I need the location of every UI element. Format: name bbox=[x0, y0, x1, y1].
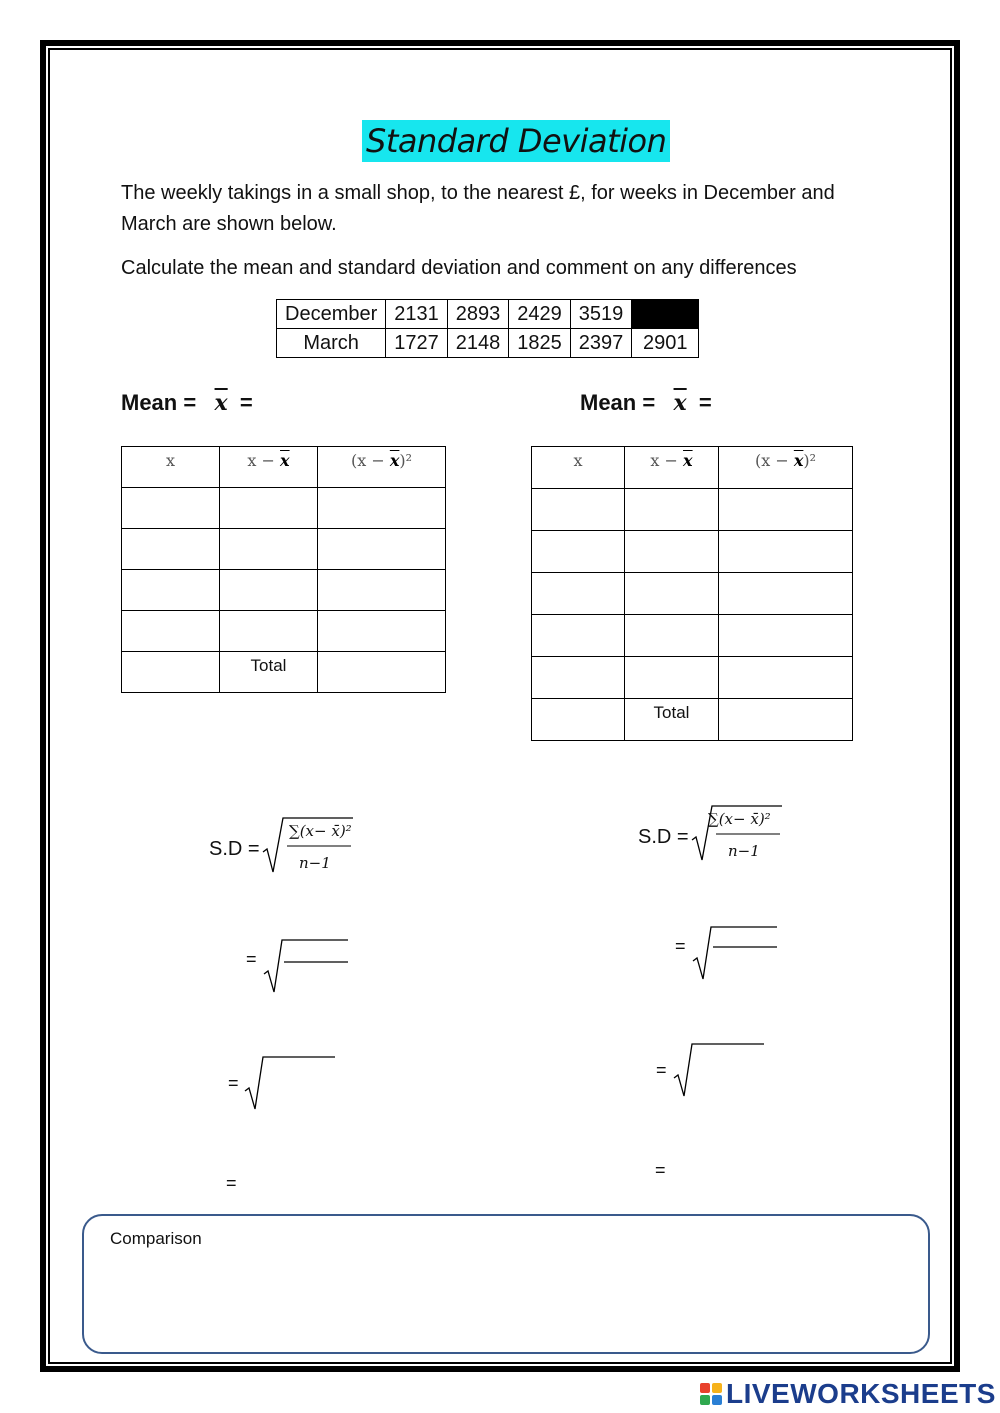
table-row bbox=[532, 615, 853, 657]
table-row bbox=[277, 300, 699, 329]
table-cell: 2429 bbox=[509, 300, 571, 329]
blacked-out-cell bbox=[632, 300, 699, 329]
logo-mark-icon bbox=[700, 1383, 722, 1405]
input-cell[interactable] bbox=[625, 657, 719, 699]
equals-sign: = bbox=[675, 936, 686, 956]
table-cell: 1727 bbox=[386, 329, 448, 358]
comparison-box[interactable] bbox=[82, 1214, 930, 1354]
total-label: Total bbox=[220, 652, 318, 693]
work-table-march bbox=[531, 446, 853, 741]
col-header-deviation: $x - \overline{x}$ bbox=[220, 447, 318, 488]
input-cell[interactable] bbox=[532, 699, 625, 741]
table-row bbox=[532, 699, 853, 741]
row-label-december: December bbox=[277, 300, 386, 329]
sd-label: S.D = bbox=[209, 838, 260, 860]
input-cell[interactable] bbox=[625, 489, 719, 531]
input-cell[interactable] bbox=[719, 531, 853, 573]
total-label: Total bbox=[625, 699, 719, 741]
input-cell[interactable] bbox=[122, 529, 220, 570]
input-cell[interactable] bbox=[532, 489, 625, 531]
sqrt-fraction-icon bbox=[262, 938, 350, 994]
table-row bbox=[532, 531, 853, 573]
sqrt-fraction-icon bbox=[691, 925, 779, 981]
input-cell[interactable] bbox=[719, 699, 853, 741]
liveworksheets-logo: LIVEWORKSHEETS bbox=[700, 1378, 996, 1410]
input-cell[interactable] bbox=[122, 488, 220, 529]
table-row bbox=[122, 529, 446, 570]
worksheet-title: Standard Deviation bbox=[362, 120, 670, 162]
input-cell[interactable] bbox=[220, 611, 318, 652]
table-cell: 2148 bbox=[447, 329, 509, 358]
col-header-x: x bbox=[122, 447, 220, 488]
input-cell[interactable] bbox=[318, 652, 446, 693]
input-cell[interactable] bbox=[122, 570, 220, 611]
mean-label-march: Mean = $\overline{x}$ = bbox=[580, 390, 712, 416]
work-table-december bbox=[121, 446, 446, 693]
input-cell[interactable] bbox=[318, 488, 446, 529]
table-cell: 2901 bbox=[632, 329, 699, 358]
row-label-march: March bbox=[277, 329, 386, 358]
input-cell[interactable] bbox=[719, 489, 853, 531]
equals-sign: = bbox=[246, 949, 257, 969]
col-header-deviation: $x - \overline{x}$ bbox=[625, 447, 719, 489]
input-cell[interactable] bbox=[625, 615, 719, 657]
table-row bbox=[532, 657, 853, 699]
input-cell[interactable] bbox=[122, 652, 220, 693]
table-cell: 2397 bbox=[570, 329, 632, 358]
input-cell[interactable] bbox=[532, 531, 625, 573]
input-cell[interactable] bbox=[220, 570, 318, 611]
table-row bbox=[122, 652, 446, 693]
sd-label: S.D = bbox=[638, 826, 689, 848]
input-cell[interactable] bbox=[220, 529, 318, 570]
equals-sign: = bbox=[656, 1060, 667, 1080]
input-cell[interactable] bbox=[719, 657, 853, 699]
table-row bbox=[122, 570, 446, 611]
instruction-text: Calculate the mean and standard deviation and comment on any differences bbox=[121, 257, 797, 279]
equals-sign: = bbox=[226, 1173, 237, 1193]
mean-label-december: Mean = $\overline{x}$ = bbox=[121, 390, 253, 416]
sqrt-sign-icon bbox=[672, 1042, 766, 1098]
table-row bbox=[532, 573, 853, 615]
table-row bbox=[122, 611, 446, 652]
sqrt-sign-icon bbox=[243, 1055, 337, 1111]
equals-sign: = bbox=[228, 1073, 239, 1093]
input-cell[interactable] bbox=[625, 573, 719, 615]
input-cell[interactable] bbox=[719, 615, 853, 657]
col-header-squared: $(x - \overline{x})^2$ bbox=[719, 447, 853, 489]
input-cell[interactable] bbox=[532, 657, 625, 699]
table-row bbox=[277, 329, 699, 358]
input-cell[interactable] bbox=[532, 573, 625, 615]
input-cell[interactable] bbox=[122, 611, 220, 652]
xbar-symbol: $\overline{x}$ bbox=[214, 390, 228, 416]
table-cell: 1825 bbox=[509, 329, 571, 358]
table-row bbox=[122, 488, 446, 529]
input-cell[interactable] bbox=[318, 611, 446, 652]
table-cell: 3519 bbox=[570, 300, 632, 329]
table-cell: 2131 bbox=[386, 300, 448, 329]
table-cell: 2893 bbox=[447, 300, 509, 329]
col-header-squared: $(x - \overline{x})^2$ bbox=[318, 447, 446, 488]
input-cell[interactable] bbox=[318, 570, 446, 611]
sd-numerator: ∑(x− x̄)² bbox=[708, 810, 771, 828]
sd-denominator: n−1 bbox=[728, 842, 760, 860]
xbar-symbol: $\overline{x}$ bbox=[673, 390, 687, 416]
input-cell[interactable] bbox=[220, 488, 318, 529]
table-row bbox=[532, 489, 853, 531]
takings-table bbox=[276, 299, 699, 358]
equals-sign: = bbox=[655, 1160, 666, 1180]
sd-numerator: ∑(x− x̄)² bbox=[289, 822, 352, 840]
input-cell[interactable] bbox=[532, 615, 625, 657]
comparison-label: Comparison bbox=[110, 1229, 202, 1248]
intro-text: The weekly takings in a small shop, to the nearest £, for weeks in December and March are shown below. bbox=[121, 182, 835, 235]
input-cell[interactable] bbox=[719, 573, 853, 615]
sd-denominator: n−1 bbox=[299, 854, 331, 872]
col-header-x: x bbox=[532, 447, 625, 489]
input-cell[interactable] bbox=[625, 531, 719, 573]
input-cell[interactable] bbox=[318, 529, 446, 570]
